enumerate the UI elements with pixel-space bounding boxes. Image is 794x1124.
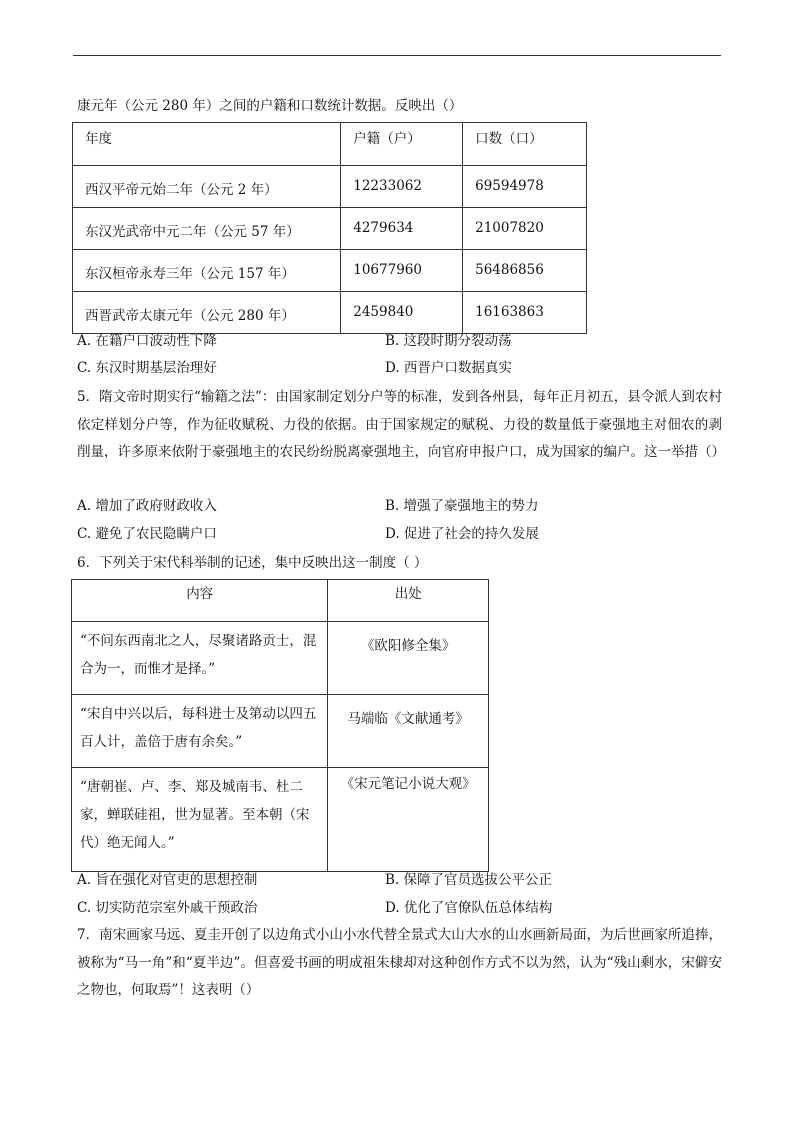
q6-stem: 6．下列关于宋代科举制的记述，集中反映出这一制度（ ） [77, 555, 428, 571]
q5-option-d: D. 促进了社会的持久发展 [385, 526, 539, 542]
q4-option-b: B. 这段时期分裂动荡 [385, 333, 512, 349]
q4-option-d: D. 西晋户口数据真实 [385, 360, 512, 376]
table-cell: 东汉光武帝中元二年（公元 57 年） [85, 224, 300, 240]
table-row [72, 622, 489, 695]
population-table [72, 122, 587, 334]
table-cell: 西晋武帝太康元年（公元 280 年） [85, 308, 295, 324]
table-cell: “唐朝崔、卢、李、郑及城南韦、杜二家，蝉联硅祖，世为显著。至本朝（宋代）绝无闻人。” [72, 768, 328, 872]
table-header-cell: 出处 [328, 580, 489, 622]
table-cell: 12233062 [353, 178, 422, 194]
q5-option-b: B. 增强了豪强地主的势力 [385, 498, 539, 514]
table-cell: 69594978 [475, 178, 544, 194]
table-row [73, 250, 587, 292]
table-cell: 东汉桓帝永寿三年（公元 157 年） [85, 266, 295, 282]
q7-stem: 7．南宋画家马远、夏圭开创了以边角式小山小水代替全景式大山大水的山水画新局面，为后世画家所追捧，被称为“马一角”和“夏半边”。但喜爱书画的明成祖朱棣却对这种创作方式不以为然，认为“残山剩水，宋僻安之物也，何取焉”！这表明（） [77, 927, 722, 998]
table-cell: “宋自中兴以后，每科进士及第动以四五百人计，盖倍于唐有余矣。” [72, 695, 328, 768]
table-cell: “不问东西南北之人，尽聚诸路贡士，混合为一，而惟才是择。” [72, 622, 328, 695]
q5-option-c: C. 避免了农民隐瞒户口 [77, 526, 217, 542]
table-cell: 16163863 [475, 304, 544, 320]
table-header-cell: 年度 [73, 123, 341, 166]
q4-option-a: A. 在籍户口波动性下降 [77, 333, 217, 349]
q4-option-c: C. 东汉时期基层治理好 [77, 360, 217, 376]
table-header-cell: 户籍（户） [341, 123, 463, 166]
table-cell: 《欧阳修全集》 [328, 622, 489, 695]
intro-line: 康元年（公元 280 年）之间的户籍和口数统计数据。反映出（） [77, 98, 463, 114]
keju-table [71, 579, 489, 872]
q6-option-a: A. 旨在强化对官吏的思想控制 [77, 872, 258, 888]
table-cell: 2459840 [353, 304, 414, 320]
table-header-cell: 内容 [72, 580, 328, 622]
table-header-row [72, 580, 489, 622]
table-row [73, 292, 587, 334]
table-row [73, 208, 587, 250]
table-cell: 《宋元笔记小说大观》 [328, 768, 489, 872]
q6-option-c: C. 切实防范宗室外戚干预政治 [77, 900, 258, 916]
table-cell: 21007820 [475, 220, 544, 236]
table-row [72, 768, 489, 872]
table-cell: 56486856 [475, 262, 544, 278]
q6-option-d: D. 优化了官僚队伍总体结构 [385, 900, 553, 916]
table-row [72, 695, 489, 768]
q6-option-b: B. 保障了官员选拔公平公正 [385, 872, 553, 888]
table-cell: 马端临《文献通考》 [328, 695, 489, 768]
table-cell: 西汉平帝元始二年（公元 2 年） [85, 182, 278, 198]
q5-option-a: A. 增加了政府财政收入 [77, 498, 217, 514]
table-cell: 10677960 [353, 262, 422, 278]
table-row [73, 166, 587, 208]
header-rule [73, 55, 721, 56]
table-header-row [73, 123, 587, 166]
table-cell: 4279634 [353, 220, 414, 236]
q5-stem: 5．隋文帝时期实行“输籍之法”：由国家制定划分户等的标准，发到各州县，每年正月初五，县令派人到农村依定样划分户等，作为征收赋税、力役的依据。由于国家规定的赋税、力役的数量低于豪强地主对佃农的剥削量，许多原来依附于豪强地主的农民纷纷脱离豪强地主，向官府申报户口，成为国家的编户。这一举措（） [77, 389, 725, 460]
table-header-cell: 口数（口） [463, 123, 587, 166]
